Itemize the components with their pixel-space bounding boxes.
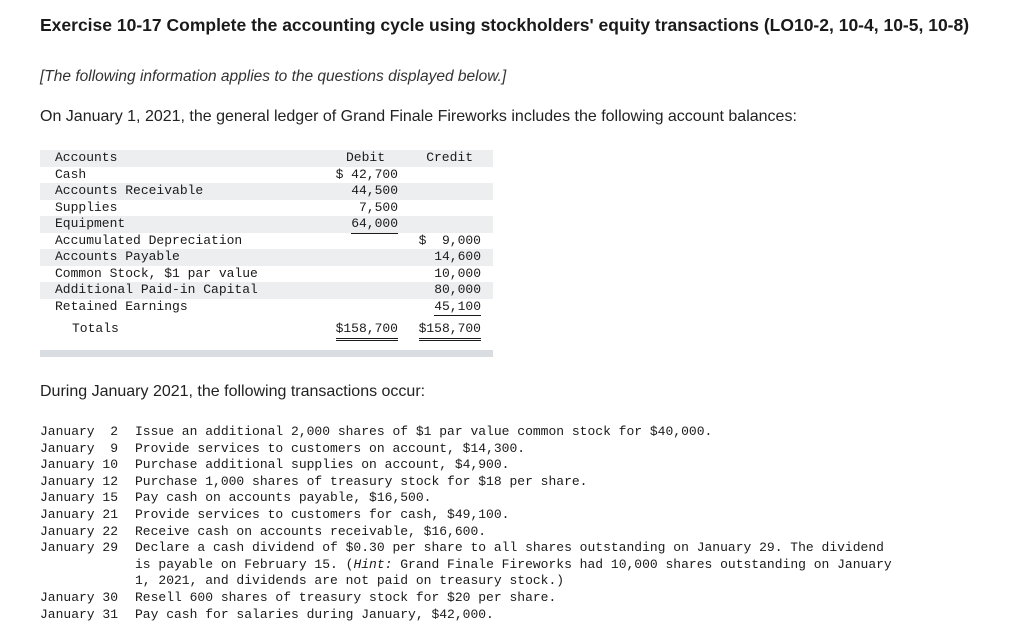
continuation-text: 1, 2021, and dividends are not paid on treasury stock.) [135,573,565,589]
transaction-description: Resell 600 shares of treasury stock for $20 per share. [135,589,557,605]
transaction-item [40,607,1010,624]
account-name: Additional Paid-in Capital [55,282,258,297]
ledger-header-row [40,150,493,167]
account-name: Cash [55,166,87,182]
ledger-table [40,150,493,357]
credit-header: Credit [426,150,473,165]
account-name: Equipment [55,216,126,231]
transaction-date: January 21 [40,506,119,522]
ledger-row [40,216,493,233]
credit-amount: 14,600 [434,249,481,264]
transaction-date: January 30 [40,589,119,605]
ledger-row [40,167,493,184]
transaction-continuation [40,557,1010,574]
intro-text: On January 1, 2021, the general ledger of Grand Finale Fireworks includes the following account balances: [40,108,797,125]
transaction-description: Provide services to customers on account, $14,300. [135,440,526,456]
transaction-item [40,490,1010,507]
transaction-item [40,524,1010,541]
credit-amount: 45,100 [434,299,481,317]
debit-amount: 64,000 [351,216,398,234]
transaction-date: January 29 [40,540,119,556]
ledger-row [40,282,493,299]
transaction-description: Issue an additional 2,000 shares of $1 par value common stock for $40,000. [135,424,713,439]
account-name: Common Stock, $1 par value [55,265,258,281]
transaction-item [40,441,1010,458]
continuation-text: Grand Finale Fireworks had 10,000 shares outstanding on January [392,556,892,572]
account-name: Accounts Payable [55,249,180,264]
transaction-description: Provide services to customers for cash, $49,100. [135,506,510,522]
total-debit: $158,700 [336,321,398,341]
hint-label: Hint: [353,556,393,572]
debit-amount: 7,500 [358,199,398,215]
transaction-date: January 2 [40,424,119,439]
continuation-text: is payable on February 15. ( [135,556,354,572]
info-note: [The following information applies to the questions displayed below.] [40,68,507,85]
totals-label: Totals [72,321,119,336]
transaction-date: January 9 [40,440,119,456]
accounts-header: Accounts [55,150,118,165]
ledger-bottom-bar [40,350,493,357]
transaction-item [40,457,1010,474]
ledger-row [40,266,493,283]
transactions-intro: During January 2021, the following transactions occur: [40,383,426,400]
ledger-row [40,183,493,200]
transaction-item [40,540,1010,557]
ledger-totals-row [40,321,493,341]
account-name: Accounts Receivable [55,183,204,198]
transaction-date: January 22 [40,523,119,539]
credit-amount: $ 9,000 [418,232,481,248]
transaction-description: Receive cash on accounts receivable, $16,600. [135,523,487,539]
transaction-description: Purchase 1,000 shares of treasury stock for $18 per share. [135,473,588,489]
exercise-title: Exercise 10-17 Complete the accounting cycle using stockholders' equity transactions (LO10-2, 10-4, 10-5, 10-8) [40,15,970,35]
transaction-date: January 15 [40,490,119,506]
debit-amount: $ 42,700 [335,166,398,182]
transaction-description: Purchase additional supplies on account, $4,900. [135,457,510,473]
ledger-row [40,249,493,266]
ledger-row [40,299,493,316]
account-name: Retained Earnings [55,298,188,314]
ledger-row [40,200,493,217]
account-name: Supplies [55,199,118,215]
transaction-description: Declare a cash dividend of $0.30 per share to all shares outstanding on January 29. The dividend [135,540,884,556]
transaction-description: Pay cash on accounts payable, $16,500. [135,490,432,506]
transaction-item [40,590,1010,607]
transaction-continuation [40,573,1010,590]
debit-amount: 44,500 [351,183,398,198]
ledger-row [40,233,493,250]
transaction-date: January 10 [40,457,119,473]
transaction-description: Pay cash for salaries during January, $42,000. [135,606,494,622]
transaction-list [40,424,1010,623]
credit-amount: 80,000 [434,282,481,297]
credit-amount: 10,000 [434,265,481,281]
transaction-date: January 31 [40,606,119,622]
transaction-item [40,474,1010,491]
account-name: Accumulated Depreciation [55,232,243,248]
transaction-item [40,424,1010,441]
debit-header: Debit [345,150,385,165]
transaction-item [40,507,1010,524]
total-credit: $158,700 [419,321,481,341]
transaction-date: January 12 [40,473,119,489]
